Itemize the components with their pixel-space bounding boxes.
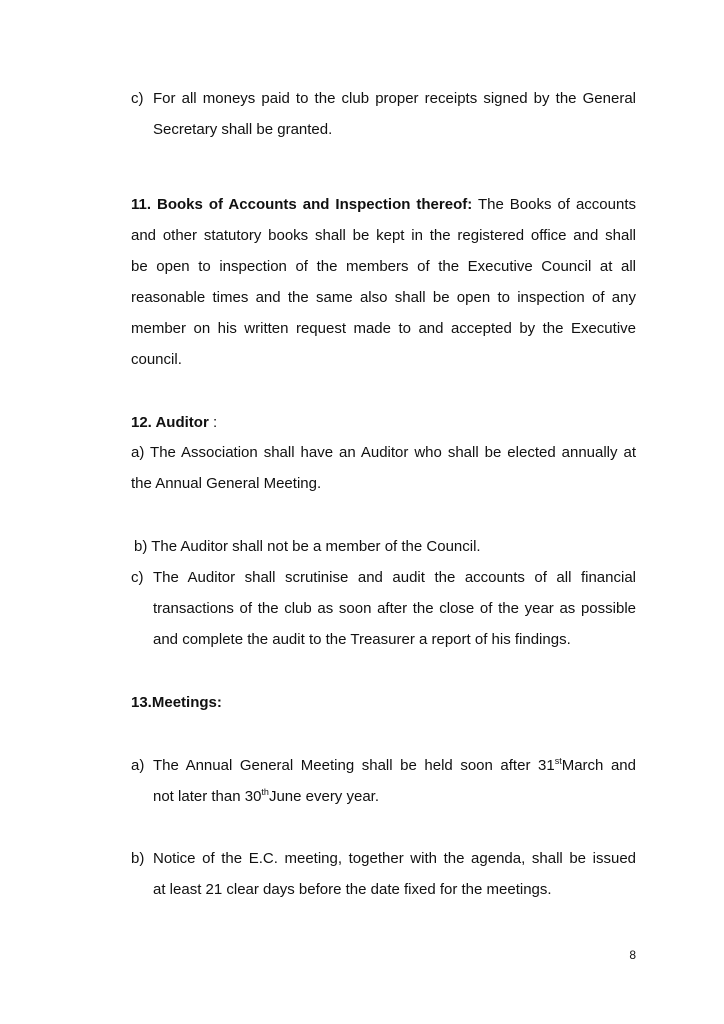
paragraph-line: b) The Auditor shall not be a member of the Council. xyxy=(134,538,481,555)
section-heading: 11. Books of Accounts and Inspection thereof: xyxy=(131,196,473,213)
page-number: 8 xyxy=(629,948,636,962)
section-13-heading xyxy=(131,693,636,713)
paragraph-line: a) The Association shall have an Auditor who shall be elected annually at xyxy=(131,444,636,461)
list-marker: c) xyxy=(131,569,144,586)
list-marker: b) xyxy=(131,850,145,867)
section-11-first-line: 11. Books of Accounts and Inspection thereof: The Books of accounts xyxy=(131,196,636,213)
paragraph-line: For all moneys paid to the club proper receipts signed by the General xyxy=(153,90,636,107)
section-heading: 12. Auditor xyxy=(131,414,209,431)
section-heading: 13.Meetings: xyxy=(131,694,222,711)
paragraph-line: Secretary shall be granted. xyxy=(153,121,333,138)
section-12-heading: 12. Auditor : xyxy=(131,414,218,431)
paragraph-line: The Annual General Meeting shall be held soon after 31stMarch and xyxy=(153,756,636,774)
paragraph-line: be open to inspection of the members of the Executive Council at all xyxy=(131,258,636,275)
paragraph-line: and complete the audit to the Treasurer a report of his findings. xyxy=(153,631,571,648)
paragraph-line: at least 21 clear days before the date fixed for the meetings. xyxy=(153,881,552,898)
list-marker: a) xyxy=(131,757,145,774)
paragraph-line: transactions of the club as soon after the close of the year as possible xyxy=(153,600,636,617)
paragraph-line: Notice of the E.C. meeting, together with the agenda, shall be issued xyxy=(153,850,636,867)
paragraph-line: reasonable times and the same also shall be open to inspection of any xyxy=(131,289,636,306)
list-marker: c) xyxy=(131,90,144,107)
paragraph-line: the Annual General Meeting. xyxy=(131,475,322,492)
paragraph-line: council. xyxy=(131,351,182,368)
paragraph-line: member on his written request made to and accepted by the Executive xyxy=(131,320,636,337)
paragraph-line: not later than 30thJune every year. xyxy=(153,787,379,805)
paragraph-line: and other statutory books shall be kept in the registered office and shall xyxy=(131,227,636,244)
paragraph-line: The Auditor shall scrutinise and audit the accounts of all financial xyxy=(153,569,636,586)
